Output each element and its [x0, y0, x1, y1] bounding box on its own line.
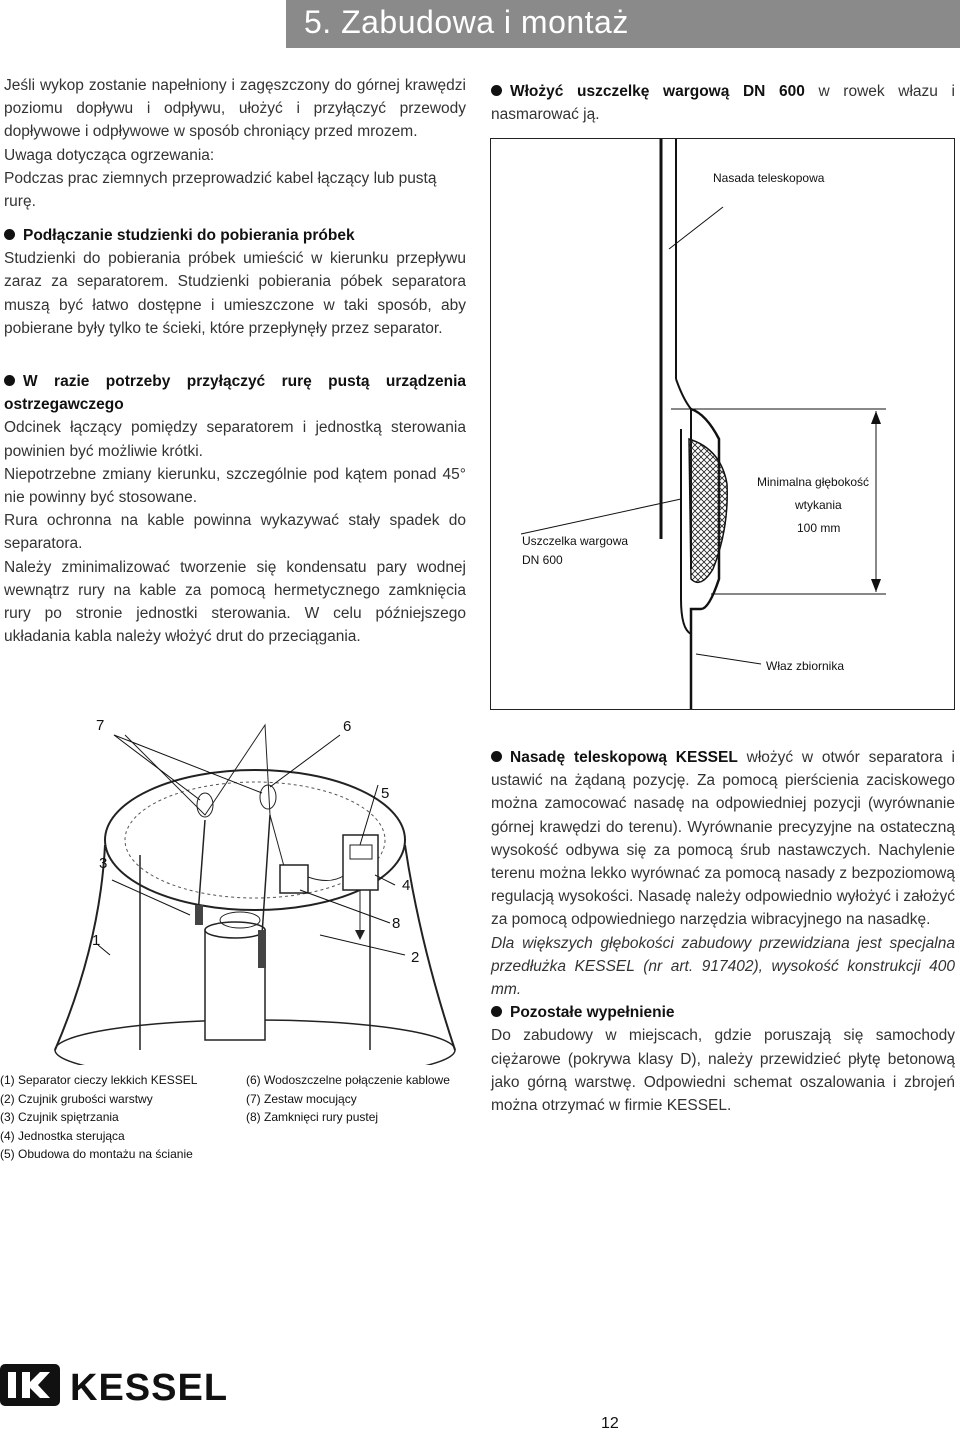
- label-min-depth: Minimalna głębokość: [757, 475, 870, 489]
- legend-item: (4) Jednostka sterująca: [0, 1128, 125, 1143]
- legend-item: (8) Zamknięci rury pustej: [246, 1110, 379, 1124]
- empty-pipe-p4: Należy zminimalizować tworzenie się kondensatu pary wodnej wewnątrz rury na kable za pomocą hermetycznego zamknięcia rury po stronie jednostki sterowania. W celu późniejszego układania kabla należy włożyć drut do przeciągania.: [4, 558, 466, 646]
- seal-text: w rowek włazu i nasmarować ją.: [491, 83, 955, 124]
- legend-left: [0, 1071, 197, 1164]
- label-insertion: wtykania: [795, 498, 842, 512]
- separator-drawing: [0, 705, 470, 1065]
- separator-figure: [0, 705, 470, 1065]
- empty-pipe-p3: Rura ochronna na kable powinna wykazywać stały spadek do separatora.: [4, 512, 466, 553]
- label-100mm: 100 mm: [797, 521, 841, 535]
- label-dn600: DN 600: [522, 553, 563, 567]
- label-manhole: Właz zbiornika: [766, 659, 845, 673]
- frost-text: Jeśli wykop zostanie napełniony i zagęszczony do górnej krawędzi poziomu dopływu i odpływu, ułożyć i przyłączyć przewody dopływowe i odpływowe w sposób chroniący przed mrozem.: [4, 77, 466, 141]
- empty-pipe-p2: Niepotrzebne zmiany kierunku, szczególnie pod kątem ponad 45° nie powinny być stosowane.: [4, 465, 466, 507]
- legend-item: (7) Zestaw mocujący: [246, 1091, 357, 1106]
- section-title: 5. Zabudowa i montaż: [304, 4, 629, 40]
- figure-number-4: 4: [402, 877, 411, 894]
- bullet-icon: [4, 229, 15, 240]
- telescopic-text: włożyć w otwór separatora i ustawić na żądaną pozycję. Za pomocą pierścienia zaciskowego można zamocować nasadę na odpowiedniej pozycji (wyrównanie górnej krawędzi do terenu). Wyrównanie precyzyjne na ostateczną wysokość odbywa się za pomocą śrub nastawczych. Nachylenie terenu można lekko wyrównać za pomocą nasady z bezpoziomową regulacją wysokości. Nasadę należy odpowiednio wyłożyć i założyć za pomocą odpowiedniego narzędzia wibracyjnego na nasadkę.: [491, 749, 955, 929]
- legend-item: (6) Wodoszczelne połączenie kablowe: [246, 1073, 450, 1087]
- empty-pipe-p1: Odcinek łączący pomiędzy separatorem i jednostką sterowania powinien być możliwie krótki.: [4, 419, 466, 460]
- bullet-icon: [491, 85, 502, 96]
- telescopic-note: Dla większych głębokości zabudowy przewidziana jest specjalna przedłużka KESSEL (nr art. 917402), wysokość konstrukcji 400 mm.: [491, 934, 955, 999]
- fill-text: Do zabudowy w miejscach, gdzie poruszają się samochody ciężarowe (pokrywa klasy D), należy przewidzieć płytę betonową jako górną warstwę. Odpowiedni schemat oszalowania i zbrojeń można otrzymać w firmie KESSEL.: [491, 1027, 955, 1115]
- figure-number-2: 2: [411, 949, 420, 966]
- legend-item: (5) Obudowa do montażu na ścianie: [0, 1147, 193, 1161]
- kessel-logo: [0, 1362, 240, 1415]
- page-header: [286, 0, 960, 48]
- kessel-logo-mark: [0, 1362, 240, 1410]
- figure-number-1: 1: [92, 932, 101, 949]
- sampling-text: Studzienki do pobierania próbek umieścić w kierunku przepływu zaraz za separatorem. Studzienki pobierania póbek separatora muszą być łatwo dostępne i umieszczone w taki sposób, aby pobierane były tylko te ścieki, które przepłynęły przez separator.: [4, 250, 466, 337]
- legend-item: (2) Czujnik grubości warstwy: [0, 1091, 153, 1106]
- page-number: 12: [601, 1415, 619, 1432]
- label-lip-seal: Uszczelka wargowa: [522, 534, 629, 548]
- figure-number-8: 8: [392, 915, 401, 932]
- heating-text: Podczas prac ziemnych przeprowadzić kabel łączący lub pustą rurę.: [4, 169, 437, 211]
- empty-pipe-section: [4, 370, 466, 648]
- bullet-icon: [491, 751, 502, 762]
- logo-text: KESSEL: [70, 1367, 229, 1409]
- fill-title: Pozostałe wypełnienie: [510, 1004, 675, 1022]
- bullet-icon: [4, 375, 15, 386]
- figure-number-5: 5: [381, 785, 390, 802]
- heating-title: Uwaga dotycząca ogrzewania:: [4, 146, 215, 164]
- bullet-icon: [491, 1006, 502, 1017]
- label-telescopic: Nasada teleskopowa: [713, 171, 825, 185]
- figure-number-3: 3: [99, 855, 108, 872]
- figure-number-6: 6: [343, 718, 352, 735]
- sampling-section: [4, 224, 466, 340]
- sampling-title: Podłączanie studzienki do pobierania próbek: [23, 227, 355, 244]
- frost-paragraph: [4, 74, 466, 213]
- legend-item: (1) Separator cieczy lekkich KESSEL: [0, 1073, 198, 1087]
- legend-item: (3) Czujnik spiętrzania: [0, 1110, 119, 1124]
- figure-number-7: 7: [96, 717, 105, 734]
- telescopic-section: [491, 746, 955, 1117]
- telescopic-title: Nasadę teleskopową KESSEL: [510, 749, 738, 766]
- seal-title: Włożyć uszczelkę wargową DN 600: [510, 83, 805, 100]
- seal-section: [491, 80, 955, 126]
- seal-figure: [490, 138, 955, 710]
- seal-drawing: [491, 139, 954, 709]
- empty-pipe-title: W razie potrzeby przyłączyć rurę pustą urządzenia ostrzegawczego: [4, 373, 466, 414]
- legend-right: [246, 1071, 450, 1127]
